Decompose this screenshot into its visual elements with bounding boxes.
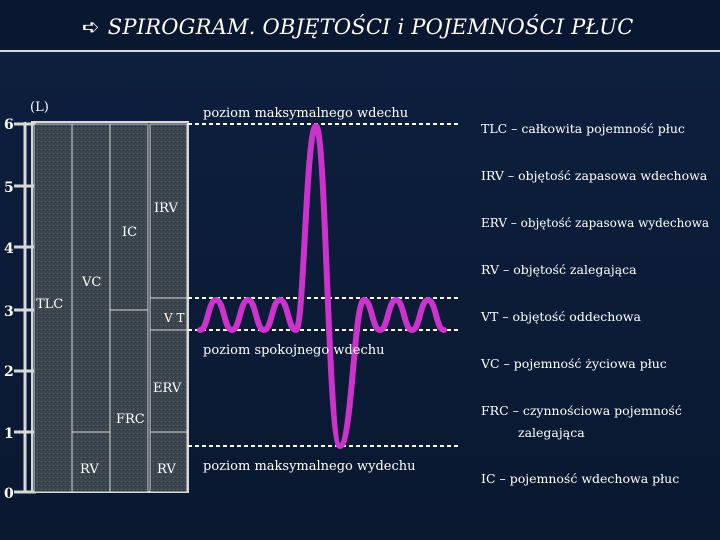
tick-label-1: 1: [4, 426, 14, 442]
bar-frc: [110, 310, 148, 492]
label-erv: ERV: [153, 381, 182, 396]
bar-ic: [110, 124, 148, 310]
legend-irv: IRV – objętość zapasowa wdechowa: [481, 168, 708, 183]
max-inspiration-label: poziom maksymalnego wdechu: [203, 106, 409, 121]
label-rv-left: RV: [80, 462, 99, 477]
legend-rv: RV – objętość zalegająca: [481, 262, 637, 277]
max-expiration-label: poziom maksymalnego wydechu: [203, 459, 416, 474]
tick-label-5: 5: [4, 180, 14, 196]
slide-title-text: SPIROGRAM. OBJĘTOŚCI i POJEMNOŚCI PŁUC: [107, 15, 634, 39]
spirogram-trace: [200, 126, 444, 446]
legend-ic: IC – pojemność wdechowa płuc: [481, 471, 680, 486]
rest-level-label: poziom spokojnego wdechu: [203, 343, 385, 358]
legend-frc-continued: zalegająca: [518, 425, 585, 440]
label-rv-right: RV: [157, 462, 176, 477]
label-ic: IC: [122, 225, 138, 240]
legend-frc: FRC – czynnościowa pojemność: [481, 403, 682, 418]
tick-label-2: 2: [4, 364, 14, 380]
legend-vc: VC – pojemność życiowa płuc: [481, 356, 667, 371]
label-vt: V T: [164, 311, 185, 325]
tick-label-0: 0: [4, 486, 14, 502]
legend-vt: VT – objętość oddechowa: [481, 309, 641, 324]
legend-tlc: TLC – całkowita pojemność płuc: [481, 121, 685, 136]
label-frc: FRC: [116, 412, 145, 427]
label-irv: IRV: [154, 201, 178, 216]
axis-unit-label: (L): [30, 100, 49, 115]
tick-label-3: 3: [4, 304, 14, 320]
tick-label-4: 4: [4, 241, 14, 257]
label-vc: VC: [82, 275, 102, 290]
legend-erv: ERV – objętość zapasowa wydechowa: [481, 216, 709, 230]
hand-pointing-arrow-icon: ➪: [82, 15, 100, 39]
label-tlc: TLC: [36, 297, 64, 312]
tick-label-6: 6: [4, 117, 14, 133]
